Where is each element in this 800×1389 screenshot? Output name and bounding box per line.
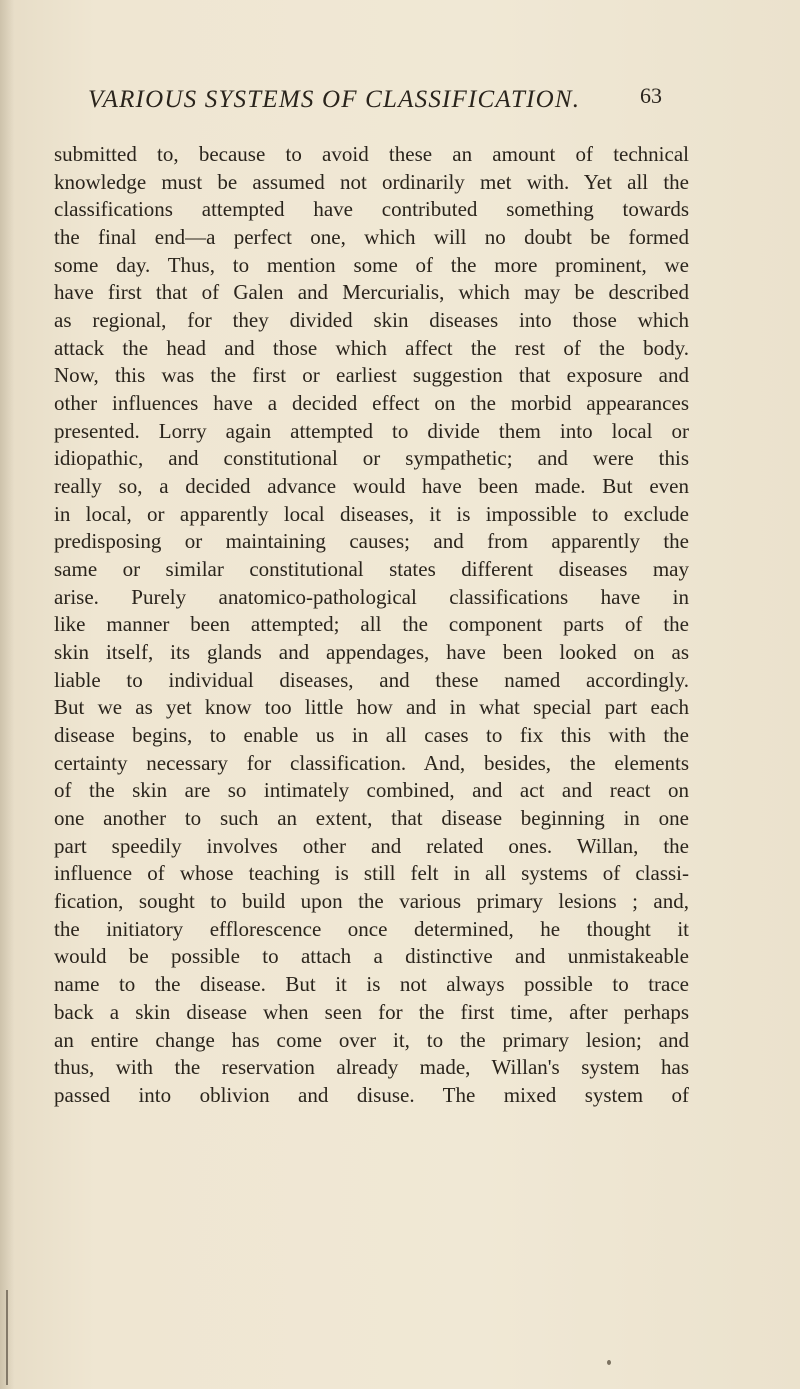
page-number: 63 [640,83,662,108]
text-line: have first that of Galen and Mercurialis, which may be described [54,280,689,305]
text-line: same or similar constitutional states different diseases may [54,557,689,582]
text-line: skin itself, its glands and appendages, have been looked on as [54,640,689,665]
text-line: other influences have a decided effect on the morbid appearances [54,391,689,416]
gutter-shadow [0,0,14,1389]
text-line: one another to such an extent, that disease beginning in one [54,806,689,831]
text-line: But we as yet know too little how and in what special part each [54,695,689,720]
text-line: would be possible to attach a distinctive and unmistakeable [54,944,689,969]
text-line: fication, sought to build upon the various primary lesions ; and, [54,889,689,914]
text-line: idiopathic, and constitutional or sympathetic; and were this [54,446,689,471]
margin-rule [6,1290,8,1385]
text-line: passed into oblivion and disuse. The mixed system of [54,1082,689,1107]
text-line: the initiatory efflorescence once determined, he thought it [54,916,689,941]
text-line: Now, this was the first or earliest suggestion that exposure and [54,363,689,388]
text-line: disease begins, to enable us in all cases to fix this with the [54,723,689,748]
text-line: liable to individual diseases, and these named accordingly. [54,667,689,692]
text-line: back a skin disease when seen for the first time, after perhaps [54,999,689,1024]
text-line: attack the head and those which affect the rest of the body. [54,335,689,360]
ink-speck [607,1360,611,1365]
text-line: knowledge must be assumed not ordinarily met with. Yet all the [54,169,689,194]
text-line: classifications attempted have contributed something towards [54,197,689,222]
text-line: predisposing or maintaining causes; and from apparently the [54,529,689,554]
text-line: in local, or apparently local diseases, it is impossible to exclude [54,501,689,526]
text-line: the final end—a perfect one, which will no doubt be formed [54,225,689,250]
text-line: an entire change has come over it, to the primary lesion; and [54,1027,689,1052]
text-line: as regional, for they divided skin diseases into those which [54,308,689,333]
text-line: influence of whose teaching is still felt in all systems of classi- [54,861,689,886]
text-line: certainty necessary for classification. And, besides, the elements [54,750,689,775]
body-text [54,141,689,1110]
text-line: name to the disease. But it is not always possible to trace [54,972,689,997]
text-line: thus, with the reservation already made, Willan's system has [54,1055,689,1080]
running-head: VARIOUS SYSTEMS OF CLASSIFICATION. [88,86,581,113]
text-line: submitted to, because to avoid these an amount of technical [54,142,689,166]
text-line: part speedily involves other and related ones. Willan, the [54,833,689,858]
text-line: really so, a decided advance would have been made. But even [54,474,689,499]
text-line: presented. Lorry again attempted to divide them into local or [54,418,689,443]
text-line: some day. Thus, to mention some of the more prominent, we [54,252,689,277]
text-line: of the skin are so intimately combined, and act and react on [54,778,689,803]
text-line: like manner been attempted; all the component parts of the [54,612,689,637]
text-line: arise. Purely anatomico-pathological classifications have in [54,584,689,609]
